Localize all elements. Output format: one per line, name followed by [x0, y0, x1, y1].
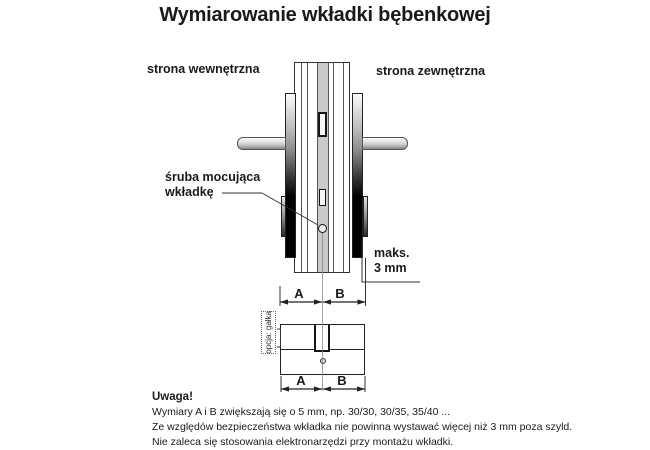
door-layer-line: [301, 63, 302, 272]
cylinder-cam-notch: [314, 325, 330, 352]
knob-option-box: [261, 311, 276, 354]
cylinder-core-strip: [317, 63, 329, 272]
arrowhead: [280, 299, 288, 304]
cylinder-screw-hole-icon: [320, 358, 326, 364]
inner-side-label: strona wewnętrzna: [147, 62, 260, 76]
door-layer-line: [343, 63, 344, 272]
arrowhead: [323, 299, 331, 304]
arrowhead: [314, 299, 322, 304]
dim-label-a-door: A: [294, 286, 304, 301]
mounting-screw-label-line1: śruba mocująca: [165, 170, 261, 184]
escutcheon-plate-outer: [352, 93, 363, 258]
arrowhead: [358, 299, 366, 304]
mounting-screw-label: [165, 170, 260, 200]
mounting-screw-icon: [318, 224, 327, 233]
note-line-1: Wymiary A i B zwiększają się o 5 mm, np. 30/30, 30/35, 35/40 ...: [152, 406, 451, 418]
dim-label-b-cylinder: B: [337, 373, 347, 388]
mounting-screw-label-line2: wkładkę: [165, 185, 214, 199]
arrowhead: [357, 386, 365, 391]
arrowhead: [314, 386, 322, 391]
page-title: Wymiarowanie wkładki bębenkowej: [159, 4, 491, 26]
notes-heading: Uwaga!: [152, 391, 193, 403]
door-handle-inner: [237, 137, 286, 150]
note-line-2: Ze względów bezpieczeństwa wkładka nie powinna wystawać więcej niż 3 mm poza szyld.: [152, 421, 573, 433]
note-line-3: Nie zaleca się stosowania elektronarzędzi przy montażu wkładki.: [152, 436, 454, 448]
arrowhead: [281, 386, 289, 391]
door-layer-line: [307, 63, 308, 272]
door-cross-section: [294, 62, 350, 273]
cylinder-cam-slot: [318, 112, 327, 137]
outer-side-label: strona zewnętrzna: [376, 64, 486, 78]
cylinder-end-outer: [363, 196, 368, 237]
dim-label-b-door: B: [335, 286, 345, 301]
knob-option-label: opcja: gałka: [264, 311, 273, 354]
escutcheon-plate-inner: [285, 93, 296, 258]
door-handle-outer: [362, 137, 408, 150]
door-layer-line: [333, 63, 334, 272]
max-protrusion-label: [374, 246, 409, 276]
cylinder-body-slot: [319, 189, 326, 206]
arrowhead: [323, 386, 331, 391]
max-protrusion-line1: maks.: [374, 246, 410, 260]
max-protrusion-line2: 3 mm: [374, 261, 407, 275]
dim-label-a-cylinder: A: [296, 373, 306, 388]
